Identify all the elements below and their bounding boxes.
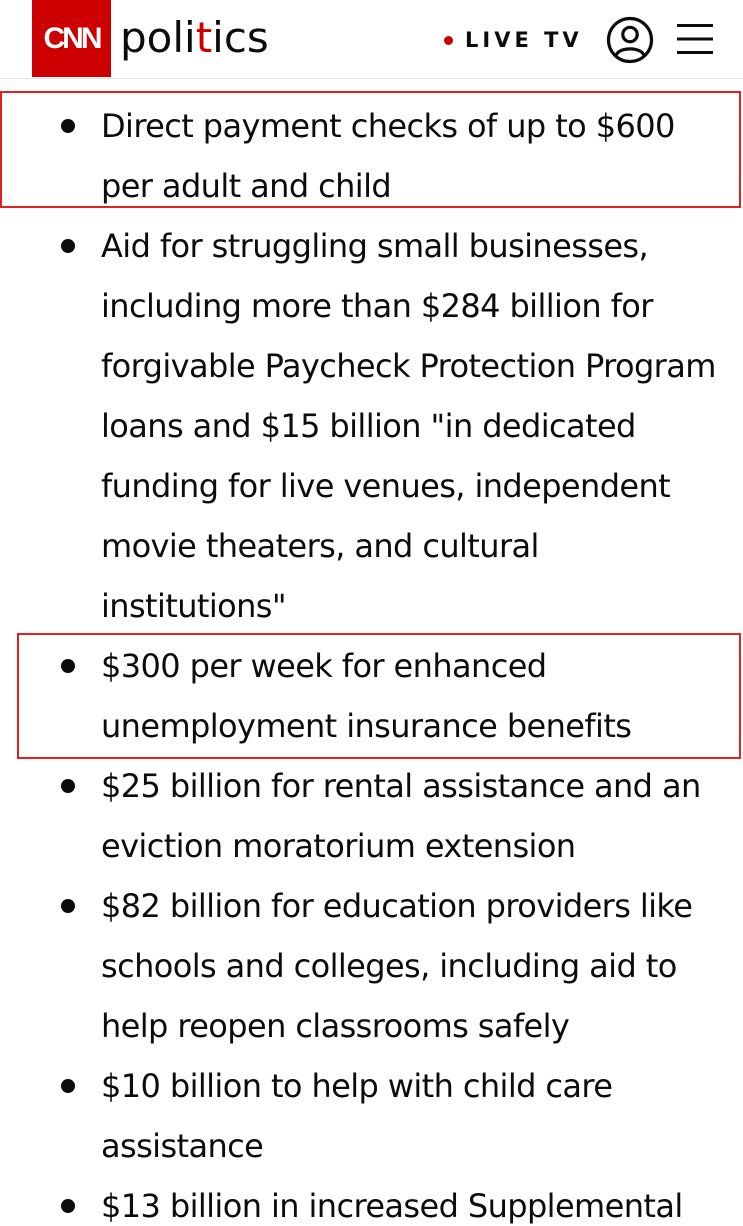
bullet-dot-icon: [61, 1199, 75, 1213]
list-item: [0, 756, 743, 876]
list-item-text: $300 per week for enhanced unemployment insurance benefits: [101, 647, 632, 745]
hamburger-lines-icon: [677, 20, 713, 58]
section-name-politics[interactable]: [120, 10, 269, 66]
article-body: [0, 96, 743, 1226]
site-header: [0, 0, 743, 79]
list-item: [0, 96, 743, 216]
list-item: [0, 216, 743, 636]
bullet-dot-icon: [61, 659, 75, 673]
list-item-text: $10 billion to help with child care assistance: [101, 1067, 613, 1165]
bullet-dot-icon: [61, 899, 75, 913]
list-item: [0, 1176, 743, 1226]
section-name-part: ics: [212, 13, 269, 62]
section-name-part: poli: [120, 13, 196, 62]
section-name-accent: t: [195, 13, 213, 62]
live-indicator-dot-icon: [444, 36, 453, 45]
bullet-dot-icon: [61, 779, 75, 793]
bullet-dot-icon: [61, 119, 75, 133]
user-account-icon[interactable]: [606, 16, 654, 64]
list-item-text: $82 billion for education providers like schools and colleges, including aid to help reopen classrooms safely: [101, 887, 693, 1045]
bullet-dot-icon: [61, 239, 75, 253]
bullet-list: [0, 96, 743, 1226]
list-item-text: Direct payment checks of up to $600 per adult and child: [101, 107, 675, 205]
hamburger-menu-icon[interactable]: [677, 20, 713, 58]
list-item-text: $25 billion for rental assistance and an eviction moratorium extension: [101, 767, 701, 865]
cnn-logo[interactable]: CNN: [32, 0, 111, 77]
list-item: [0, 636, 743, 756]
list-item: [0, 876, 743, 1056]
live-tv-label: LIVE TV: [465, 28, 583, 52]
list-item: [0, 1056, 743, 1176]
list-item-text: $13 billion in increased Supplemental: [101, 1187, 683, 1225]
bullet-dot-icon: [61, 1079, 75, 1093]
live-tv-button[interactable]: [444, 25, 583, 55]
list-item-text: Aid for struggling small businesses, including more than $284 billion for forgivable Paycheck Protection Program loans and $15 billion "in dedicated funding for live venues, independent movie theaters, and cultural institutions": [101, 227, 716, 625]
user-circle-icon: [606, 16, 654, 64]
